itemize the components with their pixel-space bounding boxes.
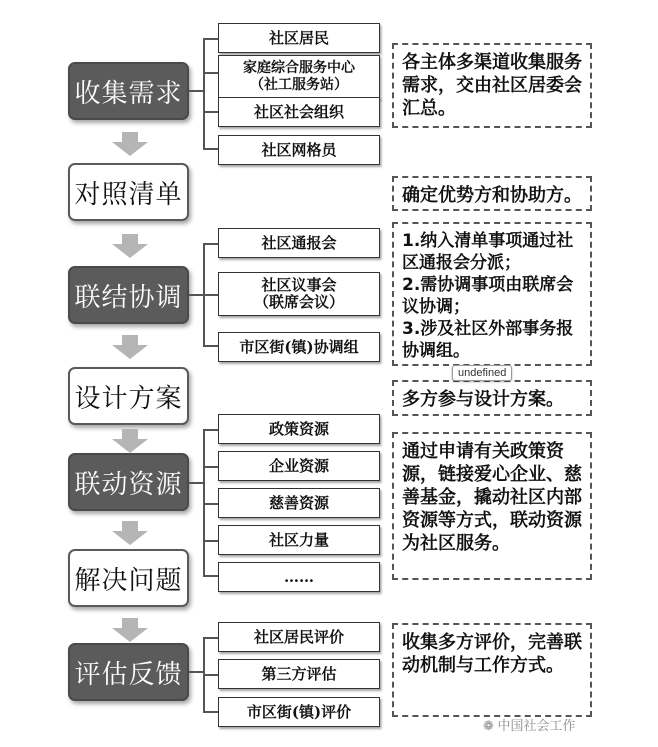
connector-line — [203, 294, 218, 296]
down-arrow-icon — [110, 521, 150, 545]
resource-policy: 政策资源 — [218, 414, 380, 444]
resource-community: 社区力量 — [218, 525, 380, 555]
coordinate-channel-street-group: 市区街(镇)协调组 — [218, 332, 380, 362]
down-arrow-icon — [110, 132, 150, 156]
connector-line — [203, 503, 218, 505]
collect-channel-grid-members: 社区网格员 — [218, 135, 380, 165]
connector-line — [203, 674, 218, 676]
resource-enterprise: 企业资源 — [218, 451, 380, 481]
down-arrow-icon — [110, 618, 150, 642]
evaluation-street: 市区街(镇)评价 — [218, 697, 380, 727]
connector-line — [203, 540, 218, 542]
connector-line — [203, 72, 218, 74]
evaluation-residents: 社区居民评价 — [218, 622, 380, 652]
resource-more: …… — [218, 562, 380, 592]
wechat-icon: ❁ — [483, 718, 494, 733]
connector-line — [203, 111, 218, 113]
connector-line — [189, 482, 203, 484]
stage-collect-needs: 收集需求 — [68, 62, 189, 120]
watermark — [483, 715, 576, 734]
down-arrow-icon — [110, 429, 150, 453]
note-design: 多方参与设计方案。 — [392, 380, 592, 416]
note-coordinate: 1.纳入清单事项通过社区通报会分派； 2.需协调事项由联席会议协调； 3.涉及社区外部事务报协调组。 — [392, 222, 592, 366]
coordinate-channel-bulletin-meeting: 社区通报会 — [218, 228, 380, 258]
collect-channel-social-organizations: 社区社会组织 — [218, 97, 380, 127]
note-resources: 通过申请有关政策资源，链接爱心企业、慈善基金，撬动社区内部资源等方式，联动资源为社区服务。 — [392, 432, 592, 580]
note-collect: 各主体多渠道收集服务需求，交由社区居委会汇总。 — [392, 43, 592, 128]
stage-link-coordinate: 联结协调 — [68, 266, 189, 324]
stage-evaluate-feedback: 评估反馈 — [68, 643, 189, 701]
stage-mobilize-resources: 联动资源 — [68, 453, 189, 511]
tooltip: undefined — [452, 365, 512, 381]
note-checklist: 确定优势方和协助方。 — [392, 176, 592, 211]
down-arrow-icon — [110, 335, 150, 359]
connector-line — [203, 466, 218, 468]
down-arrow-icon — [110, 234, 150, 258]
connector-line — [189, 294, 203, 296]
bracket-connector — [203, 38, 218, 150]
watermark-text: 中国社会工作 — [497, 718, 576, 733]
stage-check-list: 对照清单 — [68, 163, 189, 221]
evaluation-third-party: 第三方评估 — [218, 659, 380, 689]
collect-channel-residents: 社区居民 — [218, 23, 380, 53]
connector-line — [189, 671, 203, 673]
resource-charity: 慈善资源 — [218, 488, 380, 518]
collect-channel-family-service-center: 家庭综合服务中心 （社工服务站） — [218, 55, 380, 99]
stage-design-plan: 设计方案 — [68, 367, 189, 425]
stage-solve-problem: 解决问题 — [68, 549, 189, 607]
coordinate-channel-council-meeting: 社区议事会 （联席会议） — [218, 272, 380, 316]
connector-line — [189, 90, 203, 92]
note-evaluate: 收集多方评价，完善联动机制与工作方式。 — [392, 623, 592, 717]
